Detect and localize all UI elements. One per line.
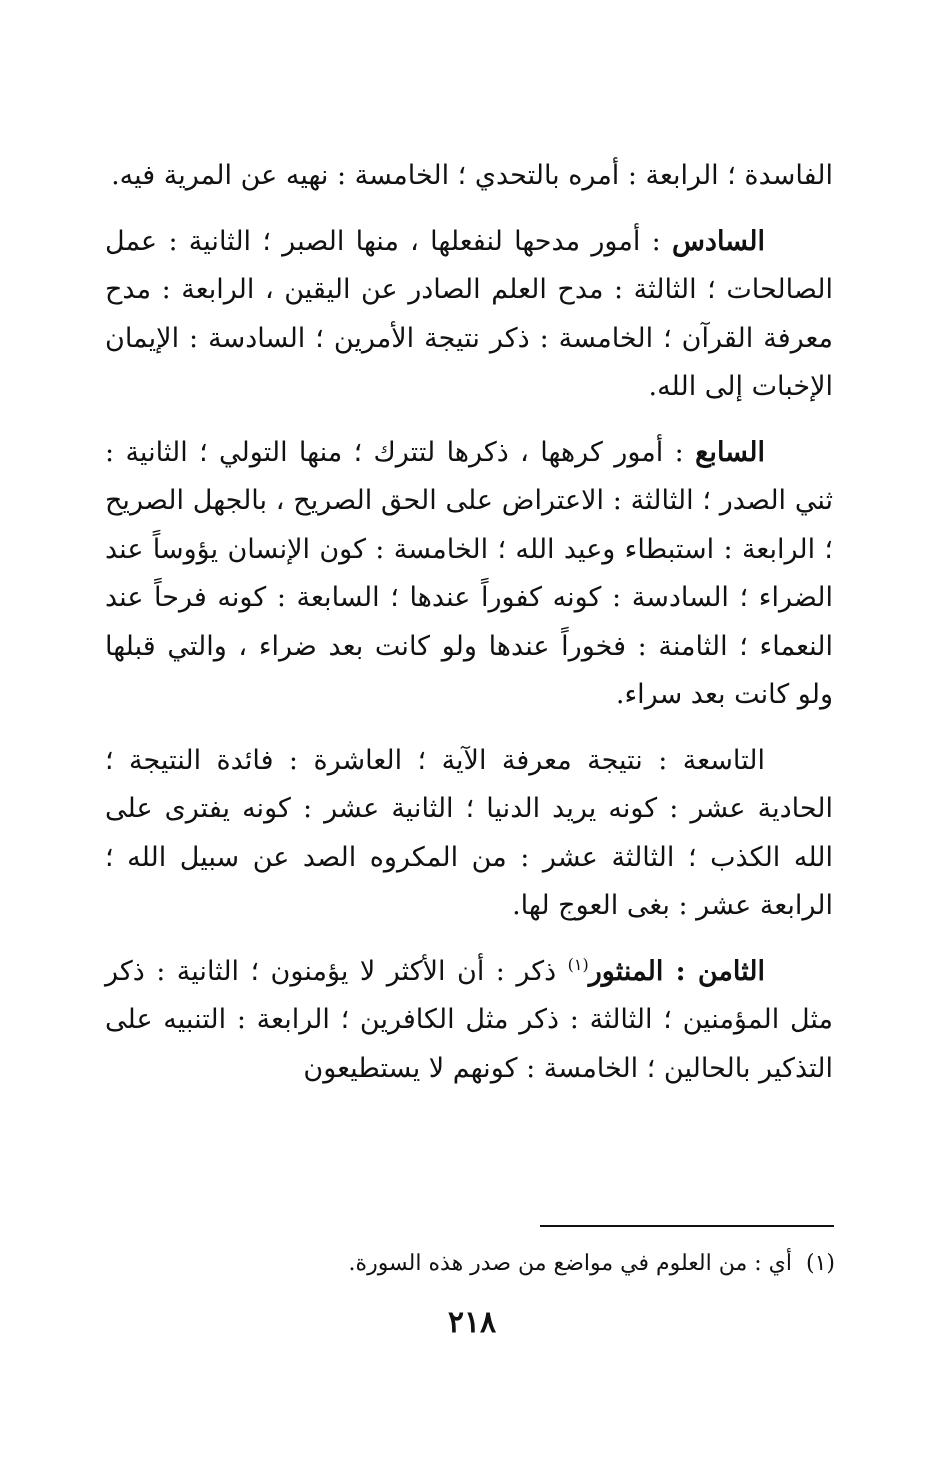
paragraph-1-text: الفاسدة ؛ الرابعة : أمره بالتحدي ؛ الخامسة : نهيه عن المرية فيه.: [111, 160, 833, 191]
footnote: [105, 1246, 835, 1282]
paragraph-5: [105, 948, 833, 1094]
paragraph-2: [105, 218, 833, 412]
paragraph-4-text: التاسعة : نتيجة معرفة الآية ؛ العاشرة : فائدة النتيجة ؛ الحادية عشر : كونه يريد الدنيا ؛ الثانية عشر : كونه يفترى على الله الكذب ؛ الثالثة عشر : من المكروه الصد عن سبيل الله ؛ الرابعة عشر : بغى العوج لها.: [105, 744, 833, 921]
paragraph-5-text: ذكر : أن الأكثر لا يؤمنون ؛ الثانية : ذكر مثل المؤمنين ؛ الثالثة : ذكر مثل الكافرين ؛ الرابعة : التنبيه على التذكير بالحالين ؛ الخامسة : كونهم لا يستطيعون: [105, 955, 833, 1084]
footnote-text: أي : من العلوم في مواضع من صدر هذه السورة.: [348, 1251, 792, 1276]
paragraph-4: [105, 737, 833, 931]
paragraph-3-heading: السابع: [695, 436, 765, 468]
footnote-number: (١): [805, 1251, 835, 1276]
footnote-divider: [540, 1225, 834, 1227]
paragraph-3: [105, 429, 833, 720]
paragraph-2-heading: السادس: [671, 225, 765, 257]
paragraph-5-heading: الثامن : المنثور: [588, 955, 765, 987]
page-number: ٢١٨: [447, 1305, 497, 1340]
footnote-reference[interactable]: (١): [567, 954, 589, 974]
paragraph-1: [105, 152, 833, 201]
paragraph-2-text: : أمور مدحها لنفعلها ، منها الصبر ؛ الثانية : عمل الصالحات ؛ الثالثة : مدح العلم الصادر عن اليقين ، الرابعة : مدح معرفة القرآن ؛ الخامسة : ذكر نتيجة الأمرين ؛ السادسة : الإيمان الإخبات إلى الله.: [105, 225, 833, 402]
main-text: [105, 152, 833, 1110]
paragraph-3-text: : أمور كرهها ، ذكرها لتترك ؛ منها التولي ؛ الثانية : ثني الصدر ؛ الثالثة : الاعتراض على الحق الصريح ، بالجهل الصريح ؛ الرابعة : استبطاء وعيد الله ؛ الخامسة : كون الإنسان يؤوساً عند الضراء ؛ السادسة : كونه كفوراً عندها ؛ السابعة : كونه فرحاً عند النعماء ؛ الثامنة : فخوراً عندها ولو كانت بعد ضراء ، والتي قبلها ولو كانت بعد سراء.: [105, 436, 833, 710]
